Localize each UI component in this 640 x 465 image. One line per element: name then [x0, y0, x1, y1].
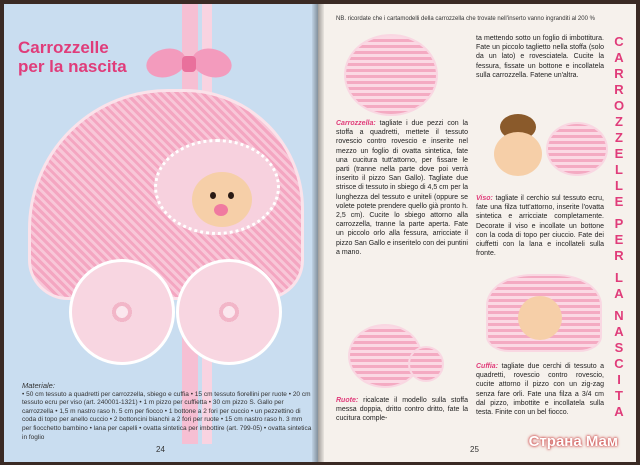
vertical-title-letter: N	[614, 308, 624, 323]
title-line-2: per la nascita	[18, 57, 127, 76]
vertical-title-letter: C	[614, 356, 624, 371]
materials-text: • 50 cm tessuto a quadretti per carrozzella, sbiego e cuffia • 15 cm tessuto fiorellini per ruote • 20 cm tessuto ecru per viso (art. 240001-1321) • 1 m pizzo per cuffietta • 30 cm pizzo S. Gallo per carrozzella • 1,5 m nastro raso h. 5 cm per fiocco • 1 bottone a 2 fori per cuccio • un pezzettino di coda di topo per anello cuccio • 2 bottoncini bianchi a 2 fori per ruote • 15 cm nastro raso h. 3 mm per fiocchetto bambino • lana per capelli • ovatta sintetica per imbottire (art. 799-05) • ovatta sintetica in foglio	[22, 390, 312, 441]
materials-list	[22, 382, 312, 442]
vertical-title-letter: E	[614, 232, 624, 247]
vertical-title-letter: A	[614, 286, 624, 301]
bonnet-paragraph	[476, 362, 604, 417]
vertical-title-letter: S	[614, 340, 624, 355]
ribbon-bow	[144, 44, 234, 94]
face-text: tagliate il cerchio sul tessuto ecru, fate una filza tutt'attorno, inserite l'ovatta sintetica e arricciate completamente. Decorate il viso e incollate un bottone con la coda di topo per ciuccio. Fate dei ciuffetti con la lana e incollateli sulla fronte.	[476, 195, 604, 258]
vertical-title-letter: A	[614, 404, 624, 419]
vertical-title-letter: I	[617, 372, 621, 387]
wheels-lead: Ruote:	[336, 397, 359, 404]
instructions-column-a-bottom	[336, 396, 468, 424]
nb-note: NB. ricordate che i cartamodelli della carrozzella che trovate nell'inserto vanno ingranditi al 200 %	[336, 16, 595, 22]
vertical-title-letter: P	[614, 216, 624, 231]
site-watermark: Страна Мам	[528, 433, 618, 450]
carriage-paragraph	[336, 119, 468, 257]
carriage-lead: Carrozzella:	[336, 120, 376, 127]
continued-paragraph: ta mettendo sotto un foglio di imbottitura. Fate un piccolo taglietto nella stoffa (solo da un lato) e rovesciatela. Cucite la fessura, fissate un bottone e incollatela sulla carrozzella. Fatene un'altra.	[476, 35, 604, 79]
left-page	[4, 4, 318, 462]
materials-heading: Materiale:	[22, 381, 55, 390]
carriage-text: tagliate i due pezzi con la stoffa a quadretti, mettete il tessuto rovescio contro rovescio e inserite nel mezzo un foglio di ovatta sintetica, fate una cucitura tutt'attorno, per fissare le parti (tranne nella parte dove poi verrà inserito il pizzo San Gallo). Tagliate due strisce di tessuto in sbiego di 4,5 cm per la lunghezza del tessuto e uniteli (oppure se volete potete prendere quello già pronto h. 2,5 cm). Cucite lo sbiego attorno alla carrozzella, tranne la parte aperta. Fate un piccolo orlo alla fessura, arricciate il pizzo San Gallo e inseritelo con dei puntini a mano.	[336, 120, 468, 256]
face-lead: Viso:	[476, 195, 493, 202]
wheels-text: ricalcate il modello sulla stoffa messa doppia, dritto contro dritto, fate la cucitura comple-	[336, 397, 468, 423]
wheel-sample-photo	[408, 346, 444, 382]
vertical-title-letter: L	[615, 178, 623, 193]
pacifier-icon	[214, 204, 228, 216]
bonnet-lead: Cuffia:	[476, 363, 499, 370]
wheel-right	[176, 259, 282, 365]
carriage-pattern-photo	[344, 34, 438, 116]
bonnet-sample-photo	[546, 122, 608, 176]
vertical-title-letter: R	[614, 66, 624, 81]
instructions-column-b	[476, 34, 604, 80]
wheel-left	[69, 259, 175, 365]
bonnet-instructions	[476, 362, 604, 417]
vertical-title-letter: A	[614, 324, 624, 339]
vertical-title-letter: L	[615, 162, 623, 177]
vertical-title-letter: R	[614, 248, 624, 263]
vertical-title-letter: A	[614, 50, 624, 65]
vertical-title-letter: T	[615, 388, 623, 403]
wheels-paragraph	[336, 396, 468, 424]
vertical-title-letter: C	[614, 34, 624, 49]
vertical-title-letter: L	[615, 270, 623, 285]
page-title	[18, 38, 127, 76]
face-sample-photo	[494, 132, 542, 176]
face-finished-photo	[518, 296, 562, 340]
vertical-title-letter: E	[614, 194, 624, 209]
face-instructions	[476, 194, 604, 258]
eye-icon	[210, 192, 216, 199]
book-gutter	[312, 4, 324, 462]
right-page	[318, 4, 636, 462]
vertical-title-letter: O	[613, 98, 625, 113]
vertical-title-letter: Z	[615, 114, 623, 129]
instructions-column-a	[336, 119, 468, 257]
vertical-title-letter: R	[614, 82, 624, 97]
vertical-title-letter: Z	[615, 130, 623, 145]
eye-icon	[228, 192, 234, 199]
face-paragraph	[476, 194, 604, 258]
vertical-title	[608, 34, 630, 420]
page-number-left: 24	[156, 445, 165, 454]
page-number-right: 25	[470, 445, 479, 454]
vertical-title-letter: E	[614, 146, 624, 161]
baby-face-photo	[192, 172, 252, 227]
title-line-1: Carrozzelle	[18, 38, 109, 57]
bonnet-text: tagliate due cerchi di tessuto a quadretti, rovescio contro rovescio, cucite attorno il pizzo con un zig-zag senza fare orli. Fate una filza a 3/4 cm dal pizzo, imbottite e incollatela sulla testa. Finite con un bel fiocco.	[476, 363, 605, 417]
